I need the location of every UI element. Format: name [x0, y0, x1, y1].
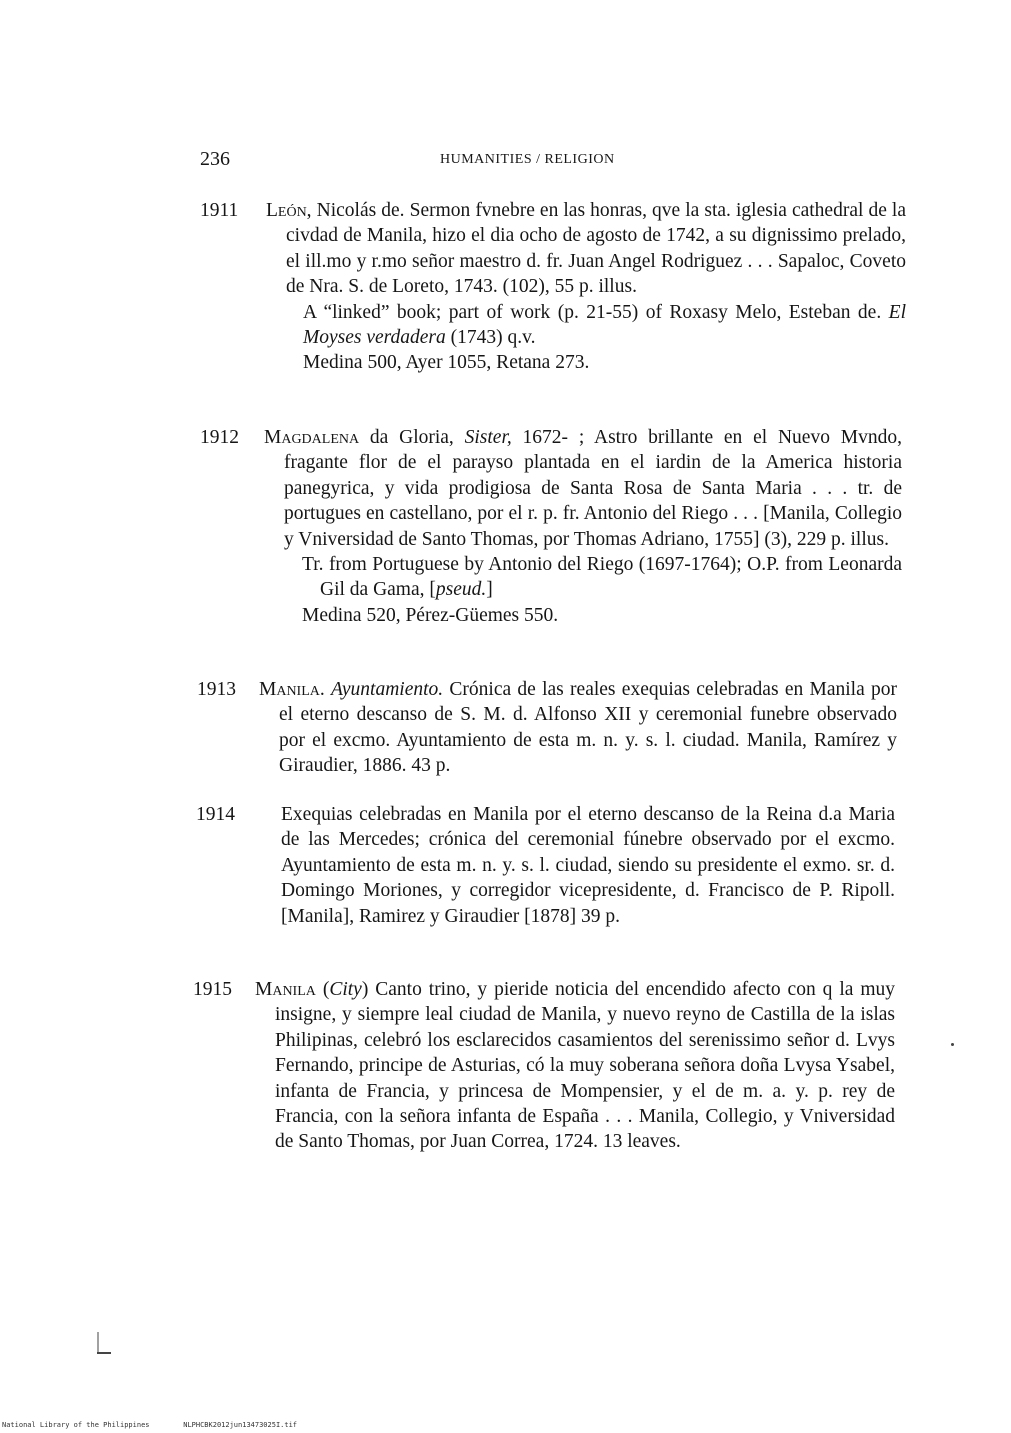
entry-number: 1911 — [200, 200, 239, 221]
entry-number: 1915 — [193, 979, 232, 1000]
entry-body-text: ( — [315, 979, 330, 1000]
entry-subdivision: Ayuntamiento. — [331, 679, 444, 700]
entry-text — [266, 198, 906, 376]
entry-note — [266, 300, 906, 351]
entry-qualifier: City — [329, 979, 362, 1000]
entry-text — [281, 802, 895, 929]
entry-author: Magdalena — [264, 427, 360, 448]
scan-dot — [951, 1043, 954, 1046]
entry-author: León, — [266, 200, 312, 221]
note-text: A “linked” book; part of work (p. 21-55) of Roxasy Melo, Esteban de. — [303, 301, 889, 323]
entry-number: 1912 — [200, 427, 239, 448]
entry-body-text: da Gloria, — [359, 427, 465, 448]
footer-library: National Library of the Philippines — [2, 1421, 150, 1429]
note-text: (1743) q.v. — [445, 327, 536, 349]
running-head: HUMANITIES / RELIGION — [440, 152, 615, 167]
entry-text — [255, 977, 895, 1155]
entry-text — [264, 425, 902, 628]
entry-body-text: ) — [361, 979, 369, 1000]
entry-number: 1913 — [197, 679, 236, 700]
entry-reference: Medina 520, Pérez-Güemes 550. — [302, 604, 559, 626]
note-italic: pseud. — [435, 579, 487, 601]
entry-body-text: Nicolás de. Sermon fvnebre en las honras, qve la sta. iglesia cathedral de la civdad de Manila, hizo el dia ocho de agosto de 1742, a su dignissimo prelado, el ill.mo y r.mo señor maestro d. fr. Juan Angel Rodriguez . . . Sapaloc, Coveto de Nra. S. de Loreto, 1743. (102), 55 p. illus. — [286, 200, 906, 298]
entry-author: Manila — [255, 979, 316, 1000]
footer-scan-id: NLPHCBK2012jun13473025I.tif — [183, 1421, 298, 1429]
note-text: Tr. from Portuguese by Antonio del Riego (1697-1764); O.P. from Leonarda Gil da Gama, [ — [302, 554, 902, 601]
entry-reference: Medina 500, Ayer 1055, Retana 273. — [303, 352, 590, 374]
scan-mark — [97, 1352, 111, 1354]
page-number: 236 — [200, 148, 230, 170]
entry-body-text: Canto trino, y pieride noticia del encendido afecto con q la muy insigne, y siempre leal ciudad de Manila, y nuevo reyno de Castilla de la islas Philipinas, celebró los esclarecidos casamientos del serenissimo señor d. Lvys Fernando, principe de Asturias, có la muy soberana señora doña Lvysa Ysabel, infanta de Francia, y princesa de Mompensier, y el de m. a. y. p. rey de Francia, con la señora infanta de España . . . Manila, Collegio, y Vniversidad de Santo Thomas, por Juan Correa, 1724. 13 leaves. — [275, 979, 895, 1153]
entry-body-text: 1672- ; Astro brillante en el Nuevo Mvndo, fragante flor de el parayso plantada en el iardin de la America historia panegyrica, y vida prodigiosa de Santa Rosa de Santa Maria . . . tr. de portugues en castellano, por el r. p. fr. Antonio del Riego . . . [Manila, Collegio y Vniversidad de Santo Thomas, por Thomas Adriano, 1755] (3), 229 p. illus. — [284, 427, 902, 550]
note-text: ] — [486, 579, 493, 601]
entry-number: 1914 — [196, 804, 235, 825]
entry-title: Sister, — [464, 427, 512, 448]
entry-note — [264, 552, 902, 603]
note-title: El Moyses verdadera — [303, 301, 906, 349]
entry-text — [259, 677, 897, 779]
scan-footer — [2, 1421, 297, 1429]
scan-mark — [97, 1332, 99, 1352]
entry-body-text: Crónica de las reales exequias celebradas en Manila por el eterno descanso de S. M. d. Alfonso XII y ceremonial funebre observado por el excmo. Ayuntamiento de esta m. n. y. s. l. ciudad. Manila, Ramírez y Giraudier, 1886. 43 p. — [279, 679, 898, 777]
entry-body-text: Exequias celebradas en Manila por el eterno descanso de la Reina d.a Maria de las Mercedes; crónica del ceremonial fúnebre observado por el excmo. Ayuntamiento de esta m. n. y. s. l. ciudad, siendo su presidente el exmo. sr. d. Domingo Moriones, y corregidor vicepresidente, d. Francisco de P. Ripoll. [Manila], Ramirez y Giraudier [1878] 39 p. — [281, 804, 895, 927]
entry-author: Manila. — [259, 679, 325, 700]
